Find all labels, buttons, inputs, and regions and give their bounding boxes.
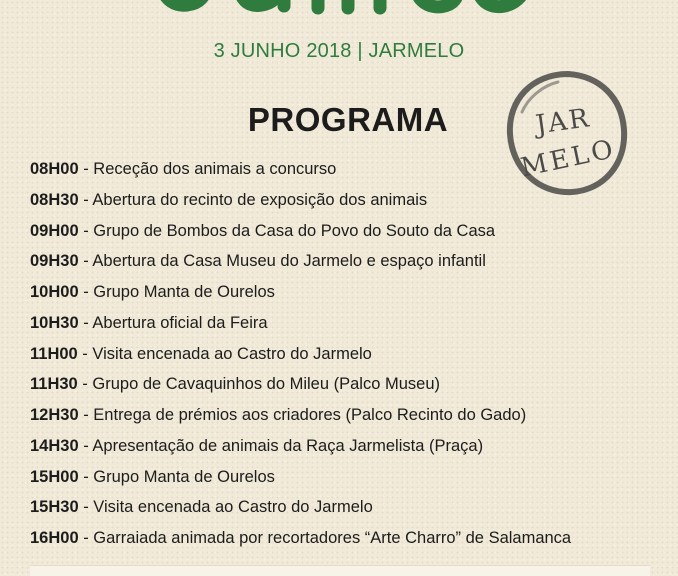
schedule-item-description: Visita encenada ao Castro do Jarmelo [92,344,372,363]
bottom-panel [30,565,650,576]
schedule-item-separator: - [78,313,93,332]
schedule-item-description: Abertura do recinto de exposição dos animais [92,190,428,209]
schedule-item-description: Receção dos animais a concurso [93,160,337,178]
schedule-item [30,523,670,554]
schedule-item-time: 10H00 [30,283,79,301]
schedule-item-separator: - [78,436,93,455]
program-heading: PROGRAMA [247,101,449,138]
svg-text:JAR: JAR [533,103,593,141]
schedule-item-separator: - [78,160,94,178]
schedule-item [30,431,670,462]
schedule-item-time: 10H30 [30,313,79,332]
schedule-item [30,185,670,216]
event-title-logo [150,0,540,20]
schedule-item-description: Visita encenada ao Castro do Jarmelo [93,498,373,517]
program-schedule [30,154,670,554]
schedule-item [30,339,670,370]
schedule-item-time: 11H30 [30,375,78,394]
schedule-item-description: Abertura oficial da Feira [92,313,268,332]
schedule-item [30,369,670,400]
schedule-item-description: Garraiada animada por recortadores “Arte Charro” de Salamanca [93,529,572,547]
schedule-item-time: 09H30 [30,252,79,271]
schedule-item-separator: - [78,467,94,486]
schedule-item-separator: - [78,283,94,301]
schedule-item-description: Grupo Manta de Ourelos [93,467,275,486]
schedule-item [30,216,670,247]
schedule-item-description: Abertura da Casa Museu do Jarmelo e espaço infantil [92,252,486,271]
svg-text:MELO: MELO [518,134,619,184]
schedule-item [30,154,670,185]
schedule-item-description: Grupo de Bombos da Casa do Povo do Souto da Casa [93,221,496,240]
schedule-item [30,492,670,523]
schedule-item-description: Apresentação de animais da Raça Jarmelista (Praça) [92,436,484,455]
schedule-item-time: 08H00 [30,160,79,178]
schedule-item-separator: - [78,529,94,547]
schedule-item-separator: - [78,190,93,209]
schedule-item-description: Grupo de Cavaquinhos do Mileu (Palco Museu) [92,375,440,394]
schedule-item [30,246,670,277]
schedule-item-time: 08H30 [30,190,79,209]
schedule-item [30,308,670,339]
event-title [0,0,678,20]
schedule-item-time: 12H30 [30,406,79,424]
event-date-location: 3 JUNHO 2018 | JARMELO [213,40,465,62]
schedule-item [30,277,670,308]
schedule-item-time: 11H00 [30,344,78,363]
schedule-item-time: 09H00 [30,221,79,240]
schedule-item-separator: - [77,344,93,363]
schedule-item-separator: - [78,406,94,424]
schedule-item [30,462,670,493]
schedule-item-separator: - [77,375,93,394]
schedule-item-separator: - [78,252,93,271]
schedule-item-time: 15H00 [30,467,79,486]
schedule-item-description: Grupo Manta de Ourelos [93,283,275,301]
schedule-item-separator: - [78,498,94,517]
schedule-item-time: 15H30 [30,498,79,517]
schedule-item-description: Entrega de prémios aos criadores (Palco Recinto do Gado) [93,406,527,424]
schedule-item-time: 14H30 [30,436,79,455]
schedule-item [30,400,670,431]
schedule-item-separator: - [78,221,94,240]
schedule-item-time: 16H00 [30,529,79,547]
